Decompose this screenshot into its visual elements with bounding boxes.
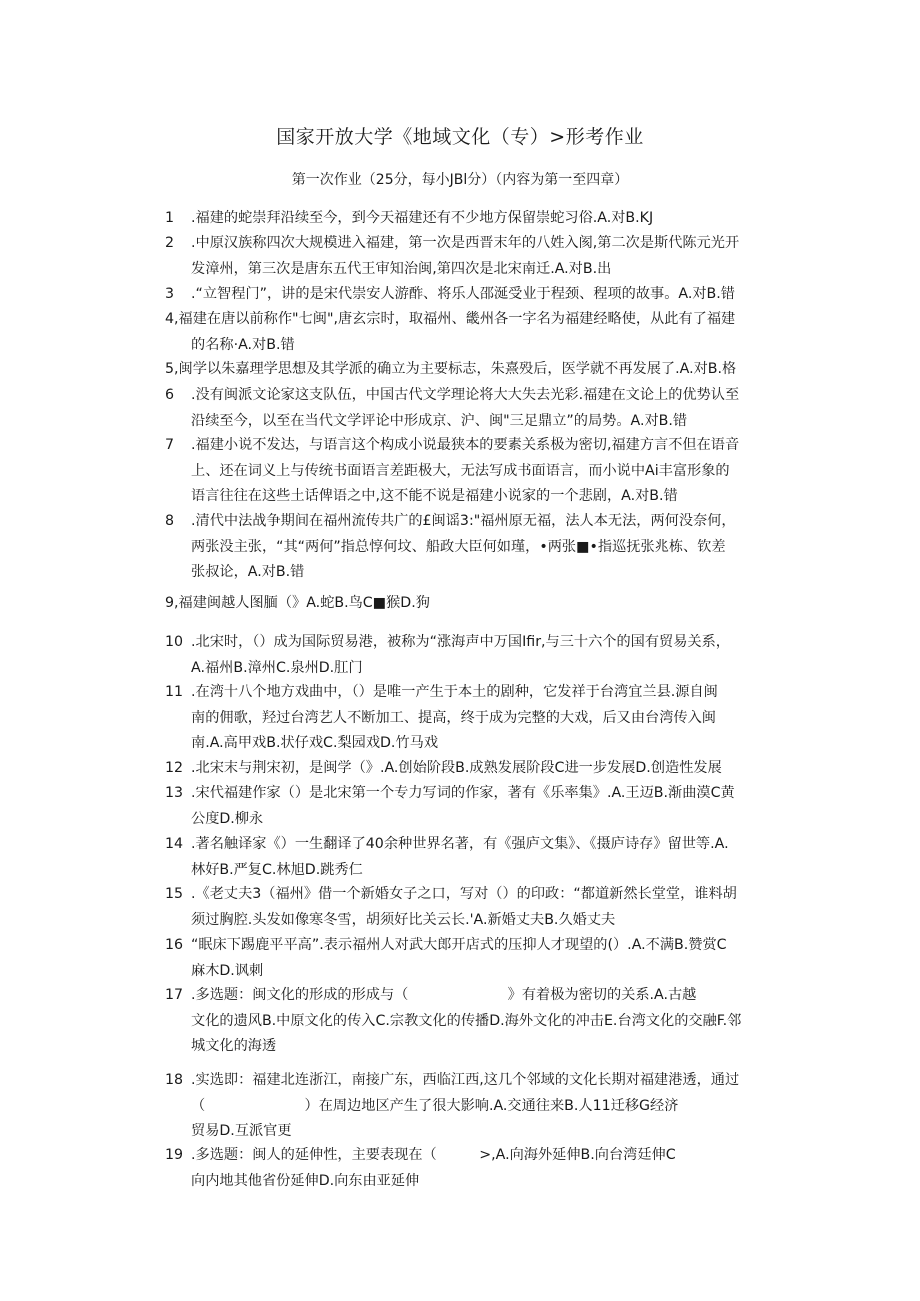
question-item (165, 307, 790, 358)
question-number: 11 (165, 684, 184, 700)
question-line: 南.A.高甲戏B.状仔戏C.梨园戏D.竹马戏 (191, 735, 439, 751)
question-number: 1 (165, 210, 175, 226)
question-line: 贸易D.互派官更 (191, 1123, 292, 1139)
question-text: .北宋时，（）成为国际贸易港，被称为“涨海声中万国Ifir,与三十六个的国有贸易关系， (191, 634, 730, 650)
question-line (165, 307, 790, 333)
question-line (165, 933, 790, 959)
question-item (165, 357, 790, 383)
question-line: 林好B.严复C.林旭D.跳秀仁 (191, 861, 363, 878)
question-item (165, 206, 790, 232)
question-number: 3 (165, 286, 175, 302)
question-number: 16 (165, 937, 184, 953)
question-item (165, 983, 790, 1060)
question-number: 15 (165, 886, 184, 902)
question-item (165, 756, 790, 782)
question-item (165, 630, 790, 681)
question-number: 13 (165, 785, 184, 801)
question-text: .北宋末与荆宋初，是闽学（》.A.创始阶段B.成熟发展阶段C进一步发展D.创造性发展 (191, 760, 722, 776)
question-line: 须过胸腔.头发如像寒冬雪，胡须好比关云长.'A.新婚丈夫B.久婚丈夫 (191, 911, 616, 928)
question-item (165, 933, 790, 984)
question-line (165, 231, 790, 257)
question-item (165, 282, 790, 308)
question-line: 的名称·A.对B.错 (191, 336, 295, 353)
question-item (165, 1068, 790, 1145)
question-text: .多选题：闽文化的形成的形成与（ 》有着极为密切的关系.A.古越 (191, 987, 697, 1003)
page-subtitle: 第一次作业（25分，每小JBl分）（内容为第一至四章） (291, 172, 629, 188)
question-line: 发漳州，第三次是唐东五代王审知治闽,第四次是北宋南迁.A.对B.出 (191, 260, 612, 277)
question-item (165, 433, 790, 510)
question-number: 6 (165, 387, 175, 403)
question-text: 5,闽学以朱嘉理学思想及其学派的确立为主要标志，朱熹殁后，医学就不再发展了.A.对B.格 (165, 361, 737, 377)
question-line (165, 781, 790, 807)
question-item (165, 882, 790, 933)
question-line: 公度D.柳永 (191, 810, 264, 827)
question-text: .福建的蛇崇拜沿续至今，到今天福建还有不少地方保留崇蛇习俗.A.对B.KJ (191, 210, 654, 226)
question-item (165, 781, 790, 832)
question-number: 8 (165, 513, 175, 529)
question-line (165, 832, 790, 858)
question-line: 向内地其他省份延伸D.向东由亚延伸 (191, 1172, 420, 1189)
question-item (165, 591, 790, 617)
question-text: .宋代福建作家（）是北宋第一个专力写词的作家，著有《乐率集》.A.王迈B.渐曲漠C黄 (191, 785, 735, 801)
question-line: 语言往往在这些土话俾语之中,这不能不说是福建小说家的一个悲剧，A.对B.错 (191, 488, 678, 504)
question-number: 14 (165, 836, 184, 852)
question-item (165, 383, 790, 434)
question-line (165, 433, 790, 459)
question-item (165, 832, 790, 883)
question-line: （ ）在周边地区产生了很大影响.A.交通往来B.人11迁移G经济 (191, 1097, 679, 1114)
question-line: 文化的遗风B.中原文化的传入C.宗教文化的传播D.海外文化的冲击E.台湾文化的交融F.邻 (191, 1012, 742, 1029)
question-line (165, 756, 790, 782)
question-line (165, 509, 790, 535)
question-line (165, 1143, 790, 1169)
question-line: 上、还在词义上与传统书面语言差距极大，无法写成书面语言，而小说中Ai丰富形象的 (191, 462, 730, 479)
question-text: .著名触译家《）一生翻译了40余种世界名著，有《强庐文集》、《摄庐诗存》留世等.A. (191, 836, 729, 852)
question-number: 7 (165, 437, 175, 453)
question-number: 2 (165, 235, 175, 251)
question-line: 张叔论，A.对B.错 (191, 564, 305, 580)
question-line: 南的佣歌，羟过台湾艺人不断加工、提高，终于成为完整的大戏，后又由台湾传入闽 (191, 709, 716, 726)
question-number: 19 (165, 1147, 184, 1163)
page-title: 国家开放大学《地域文化（专）>形考作业 (276, 126, 644, 148)
question-text: 9,福建闽越人图腼（》A.蛇B.鸟C■猴D.狗 (165, 595, 430, 611)
question-line (165, 357, 790, 383)
question-line (165, 680, 790, 706)
question-line (165, 591, 790, 617)
question-number: 17 (165, 987, 184, 1003)
question-text: .多选题：闽人的延伸性，主要表现在（ >,A.向海外延伸B.向台湾廷伸C (191, 1147, 676, 1163)
question-number: 12 (165, 760, 184, 776)
question-text: “眠床下踢鹿平平高”.表示福州人对武大郎开店式的压抑人才现望的(）.A.不满B.赞赏C (191, 937, 727, 953)
question-text: .清代中法战争期间在福州流传共广的£闽谣3:"福州原无福，法人本无法，两何没奈何， (191, 513, 736, 529)
question-text: 4,福建在唐以前称作"七闽",唐玄宗时，取福州、畿州各一字名为福建经略使，从此有了福建 (165, 311, 736, 327)
question-line: 两张没主张，“其“两何”指总惇何坟、船政大臣何如瑾，•两张■•指巡抚张兆栋、钦差 (191, 538, 726, 555)
question-line (165, 983, 790, 1009)
question-line (165, 206, 790, 232)
question-number: 18 (165, 1072, 184, 1088)
question-text: .中原汉族称四次大规模进入福建，第一次是西晋末年的八姓入阂,第二次是斯代陈元光开 (191, 235, 740, 251)
question-line (165, 383, 790, 409)
question-line (165, 1068, 790, 1094)
question-text: .没有闽派文论家这支队伍，中国古代文学理论将大大失去光彩.福建在文论上的优势认至 (191, 387, 740, 403)
question-line: 城文化的海透 (191, 1038, 277, 1054)
question-text: .在湾十八个地方戏曲中，（）是唯一产生于本土的剧种，它发祥于台湾宜兰县.源自闽 (191, 684, 718, 700)
question-line (165, 282, 790, 308)
question-text: .《老丈夫3（福州》借一个新婚女子之口，写对（）的印政：“都道新然长堂堂，谁料胡 (191, 886, 737, 902)
question-item (165, 1143, 790, 1194)
question-line (165, 630, 790, 656)
question-line: 沿续至今，以至在当代文学评论中形成京、沪、闽"三足鼎立”的局势。A.对B.错 (191, 412, 688, 429)
question-text: .福建小说不发达，与语言这个构成小说最狭本的要素关系极为密切,福建方言不但在语音 (191, 437, 740, 453)
question-number: 10 (165, 634, 184, 650)
question-line: A.福州B.漳州C.泉州D.肛门 (191, 659, 363, 676)
question-item (165, 509, 790, 586)
question-item (165, 680, 790, 757)
question-line: 麻木D.讽刺 (191, 962, 264, 979)
question-line (165, 882, 790, 908)
question-text: .实选即：福建北连浙江，南接广东，西临江西,这几个邻域的文化长期对福建港透，通过 (191, 1072, 740, 1088)
question-text: .“立智程门”，讲的是宋代崇安人游酢、将乐人邵涎受业于程颈、程项的故事。A.对B.错 (191, 286, 735, 302)
question-item (165, 231, 790, 282)
